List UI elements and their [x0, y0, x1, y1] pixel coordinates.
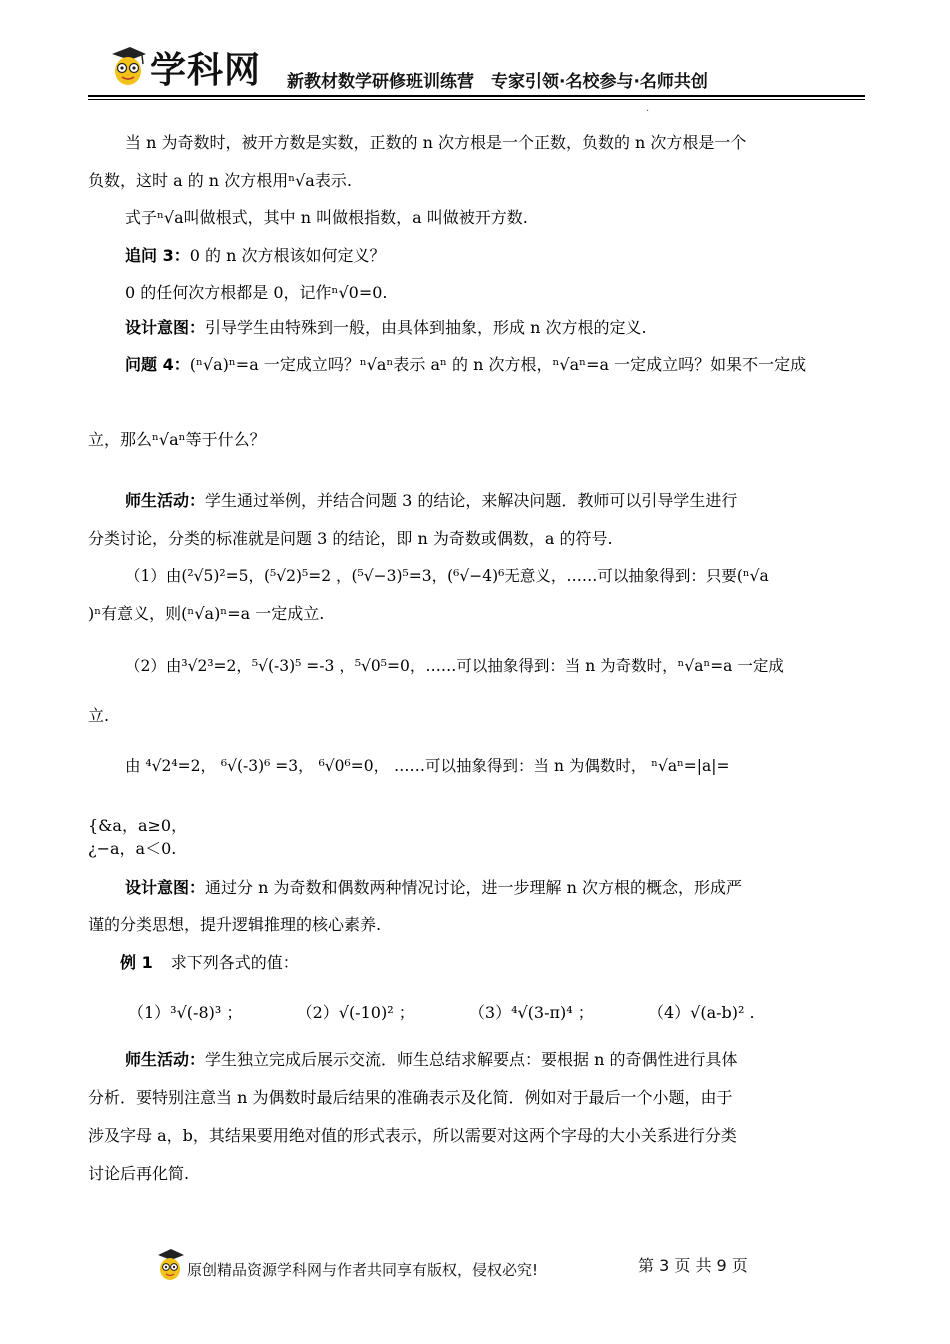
followup-label: 追问 3：: [125, 246, 190, 265]
design-intent: [88, 313, 902, 343]
page-footer: [155, 1245, 765, 1295]
activity-text: 学生通过举例，并结合问题 3 的结论，来解决问题．教师可以引导学生进行: [205, 491, 738, 510]
text-line: 当 n 为奇数时，被开方数是实数，正数的 n 次方根是一个正数，负数的 n 次方根是一个: [125, 133, 747, 152]
example-label: 例 1: [120, 953, 153, 972]
page-number: 第 3 页 共 9 页: [638, 1256, 748, 1275]
text-line: 涉及字母 a，b，其结果要用绝对值的形式表示，所以需要对这两个字母的大小关系进行分类: [88, 1126, 737, 1145]
text-line: 式子ⁿ√a叫做根式，其中 n 叫做根指数，a 叫做被开方数.: [125, 208, 528, 227]
mascot-logo-icon: [108, 44, 148, 88]
design-intent: [88, 873, 902, 903]
piecewise-line-2: ¿−a，a＜0.: [88, 839, 177, 858]
design-intent-label: 设计意图：: [125, 318, 206, 337]
followup-text: 0 的 n 次方根该如何定义？: [189, 246, 386, 265]
text-line: （2）由³√2³=2，⁵√(-3)⁵ =-3 ，⁵√0⁵=0，……可以抽象得到：当 n 为奇数时，ⁿ√aⁿ=a 一定成: [125, 657, 784, 675]
example-item-4: （4）√(a-b)² .: [647, 1003, 755, 1022]
design-intent-label: 设计意图：: [125, 878, 206, 897]
text-line: （1）由(²√5)²=5，(⁵√2)⁵=2 ，(⁵√−3)⁵=3，(⁶√−4)⁶无意义，……可以抽象得到：只要(ⁿ√a: [125, 567, 769, 585]
example-item-2: （2）√(-10)² ；: [296, 1003, 415, 1022]
example-1: [88, 948, 897, 978]
text-line: 立.: [88, 706, 110, 725]
followup-question: [88, 241, 902, 271]
page-header: [90, 30, 865, 100]
copyright-notice: 原创精品资源学科网与作者共同享有版权，侵权必究!: [187, 1261, 539, 1279]
question-label: 问题 4：: [125, 355, 190, 374]
teacher-student-activity: [88, 486, 902, 516]
piecewise-line-1: {&a，a≥0，: [88, 816, 188, 835]
header-dot: ·: [646, 106, 650, 117]
mascot-footer-icon: [155, 1247, 185, 1283]
text-line: 由 ⁴√2⁴=2， ⁶√(-3)⁶ =3， ⁶√0⁶=0， ……可以抽象得到：当 n 为偶数时， ⁿ√aⁿ=|a|=: [125, 757, 730, 775]
example-item-1: （1）³√(-8)³ ；: [128, 1003, 243, 1022]
header-rule: [88, 95, 865, 97]
text-line: 谨的分类思想，提升逻辑推理的核心素养.: [88, 915, 382, 934]
activity-text: 学生独立完成后展示交流．师生总结求解要点：要根据 n 的奇偶性进行具体: [205, 1050, 738, 1069]
design-intent-text: 引导学生由特殊到一般，由具体到抽象，形成 n 次方根的定义.: [205, 318, 647, 337]
question-text: (ⁿ√a)ⁿ=a 一定成立吗？ⁿ√aⁿ表示 aⁿ 的 n 次方根，ⁿ√aⁿ=a 一定成立吗？如果不一定成: [189, 355, 807, 374]
activity-label: 师生活动：: [125, 1050, 206, 1069]
text-line: 立，那么ⁿ√aⁿ等于什么？: [88, 430, 266, 449]
example-text: 求下列各式的值：: [170, 953, 299, 972]
question-4: [88, 350, 902, 380]
teacher-student-activity: [88, 1045, 902, 1075]
text-line: 负数，这时 a 的 n 次方根用ⁿ√a表示.: [88, 171, 352, 190]
logo-text: 学科网: [150, 50, 262, 91]
header-slogan: 新教材数学研修班训练营 专家引领·名校参与·名师共创: [287, 72, 708, 92]
design-intent-text: 通过分 n 为奇数和偶数两种情况讨论，进一步理解 n 次方根的概念，形成严: [205, 878, 742, 897]
text-line: )ⁿ有意义，则(ⁿ√a)ⁿ=a 一定成立.: [88, 604, 325, 623]
text-line: 0 的任何次方根都是 0，记作ⁿ√0=0.: [125, 283, 388, 302]
text-line: 讨论后再化简.: [88, 1164, 190, 1183]
example-items: [88, 998, 905, 1028]
example-item-3: （3）⁴√(3-π)⁴ ；: [468, 1003, 594, 1022]
activity-label: 师生活动：: [125, 491, 206, 510]
text-line: 分类讨论，分类的标准就是问题 3 的结论，即 n 为奇数或偶数，a 的符号.: [88, 529, 613, 548]
header-rule-thin: [88, 99, 865, 100]
text-line: 分析．要特别注意当 n 为偶数时最后结果的准确表示及化简．例如对于最后一个小题，由于: [88, 1088, 733, 1107]
